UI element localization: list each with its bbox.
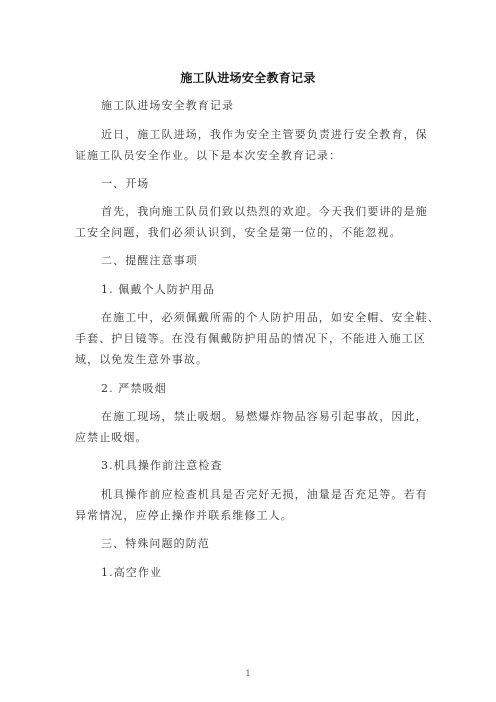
section-2-heading: 二、提醒注意事项 — [101, 254, 198, 267]
intro-line-2: 证施工队员安全作业。以下是本次安全教育记录： — [75, 149, 342, 162]
section-3-heading: 三、特殊问题的防范 — [101, 537, 210, 550]
item-2-line-1: 在施工现场，禁止吸烟。易燃爆炸物品容易引起事故，因此， — [101, 410, 428, 423]
document-title: 施工队进场安全教育记录 — [180, 71, 316, 85]
page-number: 1 — [245, 669, 251, 678]
intro-line-1: 近日，施工队进场，我作为安全主管要负责进行安全教育，保 — [101, 128, 428, 141]
section-1-line-1: 首先，我向施工队员们致以热烈的欢迎。今天我们要讲的是施 — [101, 205, 428, 218]
item-3-line-2: 异常情况，应停止操作并联系维修工人。 — [75, 509, 293, 522]
document-subtitle: 施工队进场安全教育记录 — [101, 99, 235, 112]
item-2-heading: 2. 严禁吸烟 — [101, 382, 167, 395]
section-1-heading: 一、开场 — [101, 177, 150, 190]
item-1-line-2: 手套、护目镜等。在没有佩戴防护用品的情况下，不能进入施工区 — [75, 332, 426, 345]
section-1-line-2: 工安全问题，我们必须认识到，安全是第一位的，不能忽视。 — [75, 226, 402, 239]
item-1-line-1: 在施工中，必须佩戴所需的个人防护用品，如安全帽、安全鞋、 — [101, 311, 440, 324]
sub-1-heading: 1.高空作业 — [101, 566, 163, 579]
item-1-line-3: 域，以免发生意外事故。 — [75, 353, 209, 366]
item-1-heading: 1. 佩戴个人防护用品 — [101, 283, 216, 296]
item-3-line-1: 机具操作前应检查机具是否完好无损，油量是否充足等。若有 — [101, 488, 428, 501]
item-3-heading: 3.机具操作前注意检查 — [101, 459, 223, 472]
item-2-line-2: 应禁止吸烟。 — [75, 431, 148, 444]
